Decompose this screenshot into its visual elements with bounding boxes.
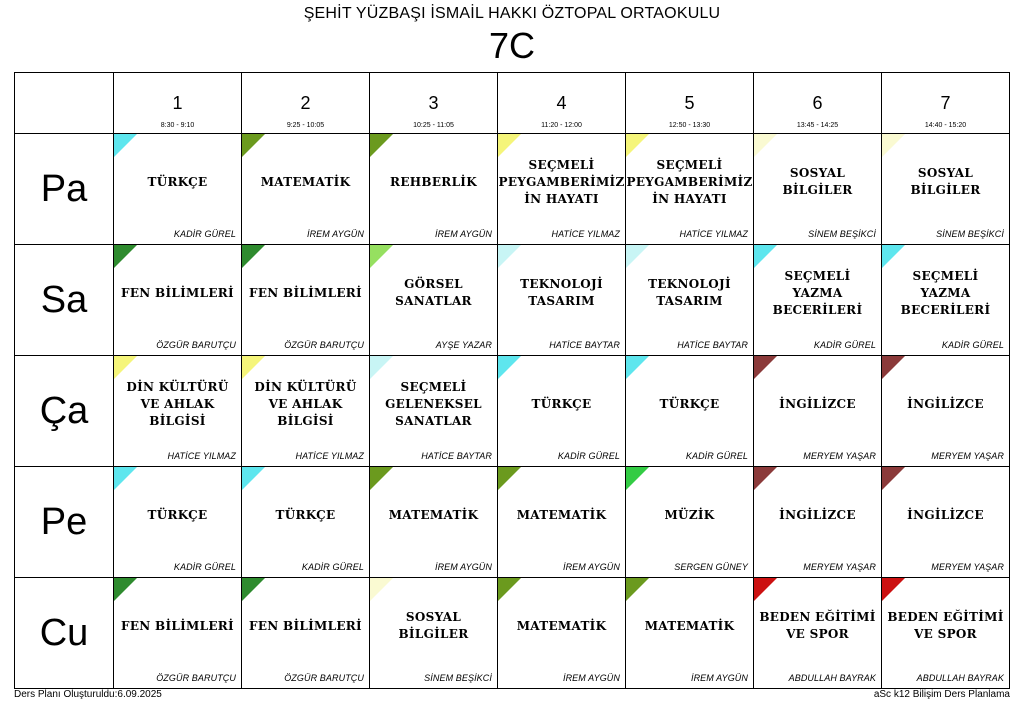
lesson-cell[interactable] xyxy=(626,245,754,356)
lesson-subject: FEN BİLİMLERİ xyxy=(249,285,362,300)
lesson-subject: SEÇMELİ PEYGAMBERİMİZ İN HAYATI xyxy=(626,157,753,206)
corner-cell xyxy=(15,73,114,134)
lesson-subject: SEÇMELİ GELENEKSEL SANATLAR xyxy=(385,379,482,428)
period-number: 4 xyxy=(556,93,567,113)
period-header-row xyxy=(15,73,1010,134)
lesson-teacher: KADİR GÜREL xyxy=(173,562,236,572)
lesson-cell[interactable] xyxy=(114,134,242,245)
lesson-cell[interactable] xyxy=(114,578,242,689)
lesson-subject: SEÇMELİ PEYGAMBERİMİZ İN HAYATI xyxy=(498,157,625,206)
lesson-subject: İNGİLİZCE xyxy=(907,396,984,411)
lesson-subject: DİN KÜLTÜRÜ VE AHLAK BİLGİSİ xyxy=(126,379,229,428)
day-label: Sa xyxy=(15,245,114,356)
timetable-body xyxy=(15,73,1010,689)
lesson-cell[interactable] xyxy=(498,245,626,356)
lesson-cell[interactable] xyxy=(754,467,882,578)
period-number: 3 xyxy=(428,93,439,113)
lesson-teacher: SİNEM BEŞİKCİ xyxy=(424,673,492,683)
period-time: 11:20 - 12:00 xyxy=(541,122,582,129)
lesson-teacher: HATİCE BAYTAR xyxy=(421,451,492,461)
period-time: 10:25 - 11:05 xyxy=(413,122,454,129)
lesson-cell[interactable] xyxy=(754,356,882,467)
footer-created-date: Ders Planı Oluşturuldu:6.09.2025 xyxy=(14,689,162,700)
lesson-teacher: SİNEM BEŞİKCİ xyxy=(808,229,876,239)
period-time: 8:30 - 9:10 xyxy=(160,122,195,129)
day-label: Pa xyxy=(15,134,114,245)
lesson-cell[interactable] xyxy=(754,245,882,356)
lesson-teacher: HATİCE YILMAZ xyxy=(295,451,364,461)
lesson-teacher: İREM AYGÜN xyxy=(306,229,364,239)
day-row xyxy=(15,356,1010,467)
lesson-teacher: KADİR GÜREL xyxy=(813,340,876,350)
lesson-cell[interactable] xyxy=(882,467,1010,578)
period-header xyxy=(882,73,1010,134)
lesson-cell[interactable] xyxy=(242,245,370,356)
lesson-subject: SEÇMELİ YAZMA BECERİLERİ xyxy=(772,268,863,317)
period-header xyxy=(498,73,626,134)
period-number: 2 xyxy=(300,93,311,113)
period-number: 5 xyxy=(684,93,695,113)
lesson-teacher: ÖZGÜR BARUTÇU xyxy=(156,340,236,350)
lesson-subject: FEN BİLİMLERİ xyxy=(249,618,362,633)
period-header xyxy=(114,73,242,134)
day-row xyxy=(15,467,1010,578)
period-header xyxy=(370,73,498,134)
lesson-cell[interactable] xyxy=(114,245,242,356)
lesson-teacher: MERYEM YAŞAR xyxy=(931,562,1004,572)
lesson-subject: MATEMATİK xyxy=(388,507,479,522)
lesson-teacher: İREM AYGÜN xyxy=(434,229,492,239)
lesson-teacher: HATİCE BAYTAR xyxy=(677,340,748,350)
lesson-subject: MATEMATİK xyxy=(644,618,735,633)
lesson-cell[interactable] xyxy=(114,356,242,467)
lesson-subject: BEDEN EĞİTİMİ VE SPOR xyxy=(759,610,876,641)
lesson-subject: TÜRKÇE xyxy=(147,174,208,189)
lesson-cell[interactable] xyxy=(882,134,1010,245)
lesson-teacher: MERYEM YAŞAR xyxy=(803,451,876,461)
lesson-teacher: SERGEN GÜNEY xyxy=(674,562,748,572)
lesson-teacher: ÖZGÜR BARUTÇU xyxy=(284,340,364,350)
lesson-subject: SEÇMELİ YAZMA BECERİLERİ xyxy=(900,268,991,317)
lesson-cell[interactable] xyxy=(114,467,242,578)
period-number: 1 xyxy=(172,93,183,113)
lesson-cell[interactable] xyxy=(626,356,754,467)
day-label: Cu xyxy=(15,578,114,689)
lesson-cell[interactable] xyxy=(626,134,754,245)
lesson-subject: TÜRKÇE xyxy=(147,507,208,522)
lesson-subject: SOSYAL BİLGİLER xyxy=(782,166,853,197)
lesson-subject: TÜRKÇE xyxy=(659,396,720,411)
lesson-teacher: SİNEM BEŞİKCİ xyxy=(936,229,1004,239)
lesson-subject: SOSYAL BİLGİLER xyxy=(398,610,469,641)
period-time: 9:25 - 10:05 xyxy=(286,122,325,129)
class-name: 7C xyxy=(488,25,536,66)
lesson-subject: TÜRKÇE xyxy=(531,396,592,411)
lesson-cell[interactable] xyxy=(370,467,498,578)
period-header xyxy=(242,73,370,134)
lesson-subject: MÜZİK xyxy=(664,507,715,522)
lesson-teacher: ABDULLAH BAYRAK xyxy=(916,673,1004,683)
lesson-teacher: HATİCE BAYTAR xyxy=(549,340,620,350)
lesson-cell[interactable] xyxy=(626,467,754,578)
lesson-cell[interactable] xyxy=(242,134,370,245)
lesson-subject: İNGİLİZCE xyxy=(779,507,856,522)
lesson-subject: TEKNOLOJİ TASARIM xyxy=(520,277,603,308)
lesson-subject: FEN BİLİMLERİ xyxy=(121,285,234,300)
lesson-subject: FEN BİLİMLERİ xyxy=(121,618,234,633)
lesson-teacher: HATİCE YILMAZ xyxy=(167,451,236,461)
day-label: Pe xyxy=(15,467,114,578)
school-name: ŞEHİT YÜZBAŞI İSMAİL HAKKI ÖZTOPAL ORTAOKULU xyxy=(303,5,721,22)
lesson-cell[interactable] xyxy=(370,245,498,356)
lesson-teacher: MERYEM YAŞAR xyxy=(931,451,1004,461)
period-time: 12:50 - 13:30 xyxy=(668,122,711,129)
lesson-subject: SOSYAL BİLGİLER xyxy=(910,166,981,197)
lesson-teacher: ABDULLAH BAYRAK xyxy=(788,673,876,683)
period-header xyxy=(754,73,882,134)
footer-software-credit: aSc k12 Bilişim Ders Planlama xyxy=(873,689,1010,700)
period-time: 14:40 - 15:20 xyxy=(924,122,967,129)
lesson-teacher: İREM AYGÜN xyxy=(562,673,620,683)
lesson-teacher: İREM AYGÜN xyxy=(562,562,620,572)
lesson-cell[interactable] xyxy=(498,134,626,245)
lesson-cell[interactable] xyxy=(882,578,1010,689)
lesson-subject: MATEMATİK xyxy=(516,618,607,633)
lesson-cell[interactable] xyxy=(498,578,626,689)
lesson-subject: MATEMATİK xyxy=(516,507,607,522)
day-row xyxy=(15,134,1010,245)
lesson-cell[interactable] xyxy=(498,467,626,578)
lesson-cell[interactable] xyxy=(882,356,1010,467)
lesson-subject: MATEMATİK xyxy=(260,174,351,189)
lesson-teacher: HATİCE YILMAZ xyxy=(679,229,748,239)
period-time: 13:45 - 14:25 xyxy=(796,122,839,129)
lesson-cell[interactable] xyxy=(242,467,370,578)
lesson-cell[interactable] xyxy=(754,578,882,689)
lesson-subject: İNGİLİZCE xyxy=(779,396,856,411)
lesson-cell[interactable] xyxy=(242,578,370,689)
lesson-teacher: KADİR GÜREL xyxy=(685,451,748,461)
lesson-subject: TÜRKÇE xyxy=(275,507,336,522)
lesson-teacher: İREM AYGÜN xyxy=(690,673,748,683)
lesson-teacher: MERYEM YAŞAR xyxy=(803,562,876,572)
lesson-subject: İNGİLİZCE xyxy=(907,507,984,522)
lesson-cell[interactable] xyxy=(626,578,754,689)
lesson-cell[interactable] xyxy=(498,356,626,467)
day-row xyxy=(15,245,1010,356)
lesson-cell[interactable] xyxy=(370,578,498,689)
lesson-cell[interactable] xyxy=(242,356,370,467)
lesson-subject: REHBERLİK xyxy=(390,174,477,189)
lesson-subject: GÖRSEL SANATLAR xyxy=(395,277,472,308)
lesson-cell[interactable] xyxy=(370,356,498,467)
period-header xyxy=(626,73,754,134)
lesson-teacher: KADİR GÜREL xyxy=(557,451,620,461)
lesson-teacher: ÖZGÜR BARUTÇU xyxy=(156,673,236,683)
lesson-cell[interactable] xyxy=(754,134,882,245)
timetable xyxy=(14,72,1010,689)
lesson-teacher: AYŞE YAZAR xyxy=(435,340,492,350)
lesson-subject: TEKNOLOJİ TASARIM xyxy=(648,277,731,308)
lesson-teacher: HATİCE YILMAZ xyxy=(551,229,620,239)
period-number: 7 xyxy=(940,93,951,113)
day-label: Ça xyxy=(15,356,114,467)
period-number: 6 xyxy=(812,93,823,113)
lesson-cell[interactable] xyxy=(370,134,498,245)
lesson-subject: DİN KÜLTÜRÜ VE AHLAK BİLGİSİ xyxy=(254,379,357,428)
lesson-teacher: KADİR GÜREL xyxy=(941,340,1004,350)
lesson-teacher: İREM AYGÜN xyxy=(434,562,492,572)
lesson-cell[interactable] xyxy=(882,245,1010,356)
lesson-teacher: ÖZGÜR BARUTÇU xyxy=(284,673,364,683)
day-row xyxy=(15,578,1010,689)
lesson-teacher: KADİR GÜREL xyxy=(301,562,364,572)
lesson-teacher: KADİR GÜREL xyxy=(173,229,236,239)
lesson-subject: BEDEN EĞİTİMİ VE SPOR xyxy=(887,610,1004,641)
